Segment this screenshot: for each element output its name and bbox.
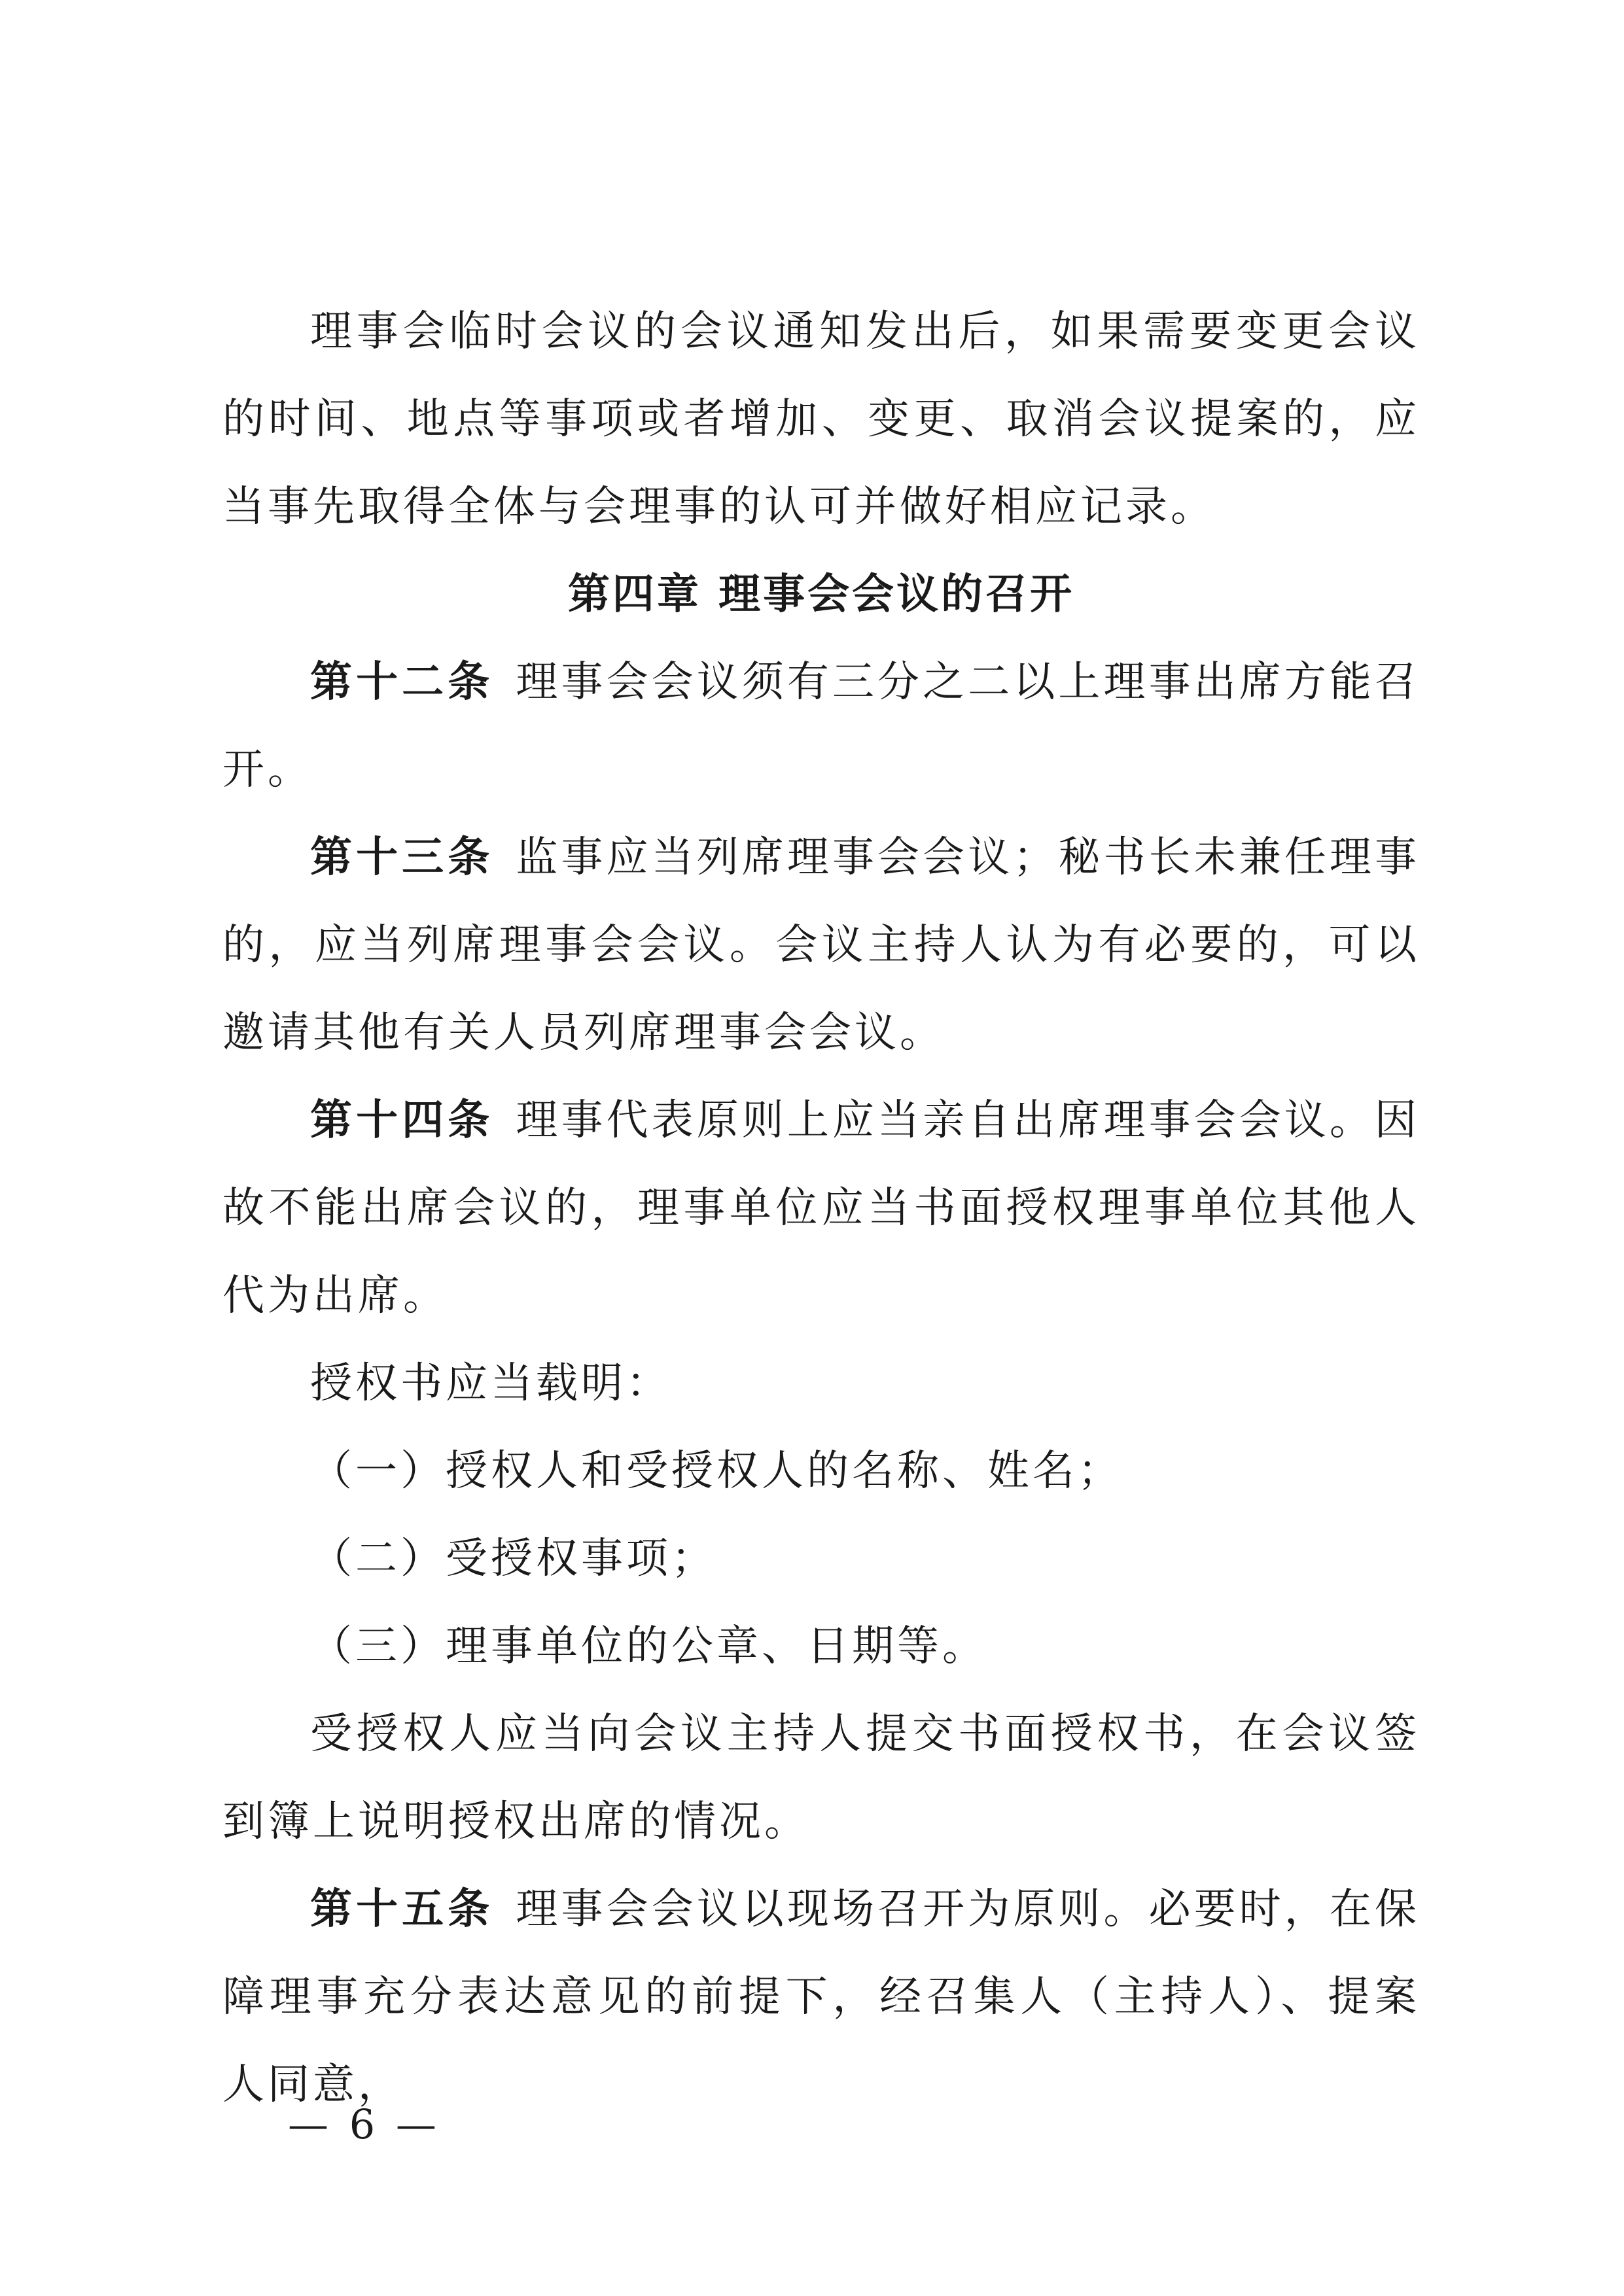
article-14-text: 理事代表原则上应当亲自出席理事会会议。因故不能出席会议的，理事单位应当书面授权理事单位其他人代为出席。 xyxy=(222,1096,1421,1320)
authorization-closing: 受授权人应当向会议主持人提交书面授权书，在会议签到簿上说明授权出席的情况。 xyxy=(222,1710,1420,1846)
article-12 xyxy=(222,638,1420,814)
authorization-item-2: （二）受授权事项； xyxy=(310,1535,716,1583)
article-13 xyxy=(222,814,1420,1077)
article-15-label: 第十五条 xyxy=(310,1885,494,1934)
article-13-text: 监事应当列席理事会会议；秘书长未兼任理事的，应当列席理事会会议。会议主持人认为有必要的，可以邀请其他有关人员列席理事会会议。 xyxy=(222,833,1421,1057)
article-14 xyxy=(222,1077,1420,1340)
authorization-item-1: （一）授权人和受授权人的名称、姓名； xyxy=(310,1447,1123,1495)
page-number: — 6 — xyxy=(288,2100,440,2148)
chapter-title: 第四章 理事会会议的召开 xyxy=(567,570,1075,619)
article-14-label: 第十四条 xyxy=(310,1096,494,1145)
article-12-text: 理事会会议须有三分之二以上理事出席方能召开。 xyxy=(222,658,1421,794)
article-15-text: 理事会会议以现场召开为原则。必要时，在保障理事充分表达意见的前提下，经召集人（主持人）、提案人同意， xyxy=(222,1885,1421,2109)
article-15 xyxy=(222,1866,1420,2129)
authorization-intro: 授权书应当载明： xyxy=(310,1359,671,1408)
paragraph-temporary-meeting-notice: 理事会临时会议的会议通知发出后，如果需要变更会议的时间、地点等事项或者增加、变更、取消会议提案的，应当事先取得全体与会理事的认可并做好相应记录。 xyxy=(222,307,1420,531)
document-body xyxy=(222,288,1420,2129)
article-13-label: 第十三条 xyxy=(310,833,494,882)
authorization-item-3: （三）理事单位的公章、日期等。 xyxy=(310,1622,987,1671)
article-12-label: 第十二条 xyxy=(310,658,494,706)
